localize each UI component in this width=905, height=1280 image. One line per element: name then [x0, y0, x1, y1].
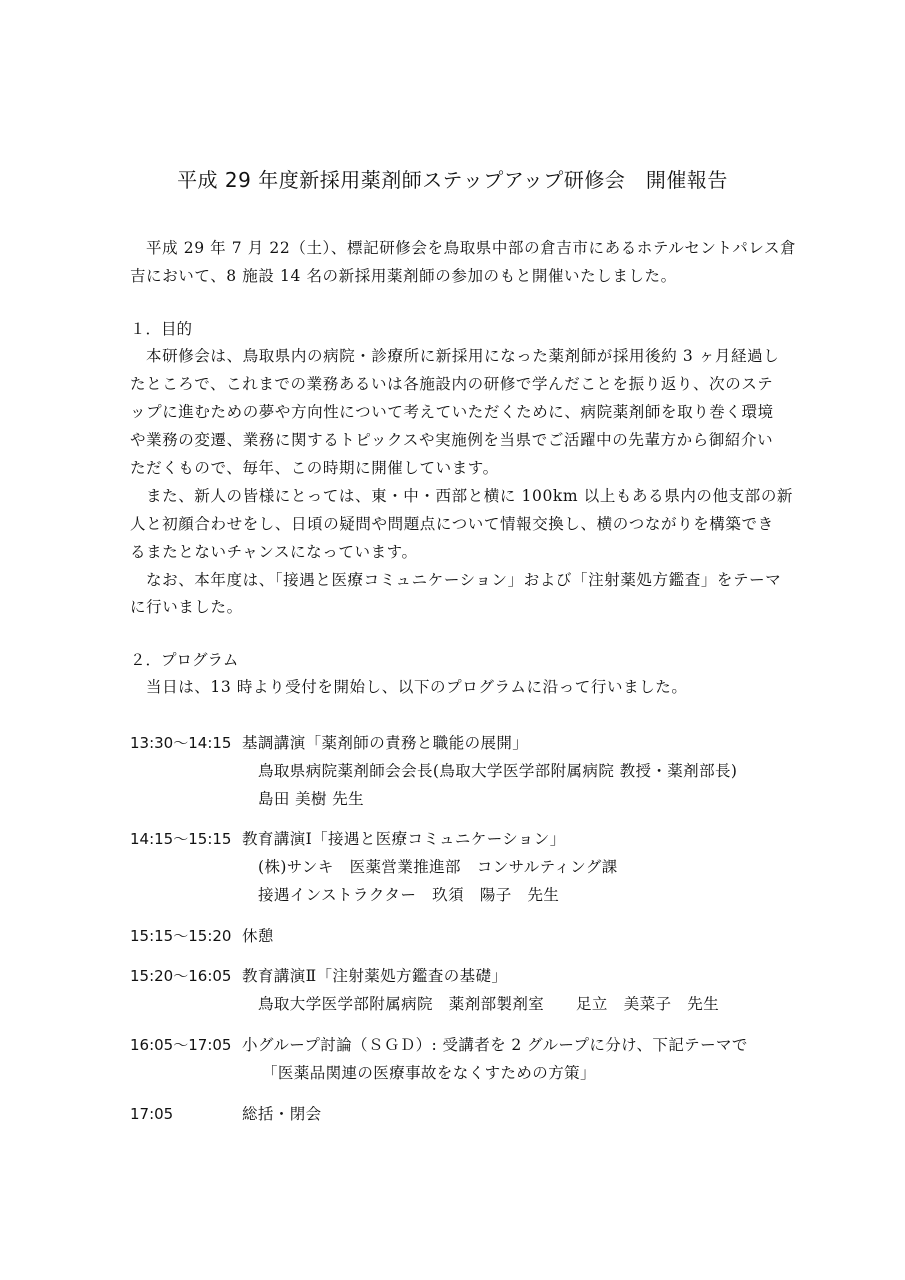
program-title: 総括・閉会	[242, 1105, 322, 1123]
document-title: 平成 29 年度新採用薬剤師ステップアップ研修会 開催報告	[177, 168, 728, 192]
section1-heading: １．目的	[130, 320, 193, 338]
program-time: 16:05～17:05	[130, 1036, 232, 1054]
section1-line-6: また、新人の皆様にとっては、東・中・西部と横に 100km 以上もある県内の他支部の新	[146, 487, 794, 505]
program-title: 教育講演Ⅱ「注射薬処方鑑査の基礎」	[242, 967, 508, 985]
program-title: 小グループ討論（ＳＧＤ）: 受講者を 2 グループに分け、下記テーマで	[242, 1036, 748, 1054]
program-time: 15:15～15:20	[130, 927, 232, 945]
section1-line-9: なお、本年度は、「接遇と医療コミュニケーション」および「注射薬処方鑑査」をテーマ	[146, 571, 782, 589]
section1-line-7: 人と初顔合わせをし、日頃の疑問や問題点について情報交換し、横のつながりを構築でき	[130, 515, 774, 533]
section1-line-8: るまたとないチャンスになっています。	[130, 543, 418, 561]
program-detail: 鳥取県病院薬剤師会会長(鳥取大学医学部附属病院 教授・薬剤部長)	[258, 762, 738, 780]
program-time: 13:30～14:15	[130, 734, 232, 752]
section2-heading: ２．プログラム	[130, 651, 239, 669]
program-title: 基調講演「薬剤師の責務と職能の展開」	[242, 734, 529, 752]
section1-line-4: や業務の変遷、業務に関するトピックスや実施例を当県でご活躍中の先輩方から御紹介い	[130, 431, 774, 449]
intro-line-1: 平成 29 年 7 月 22（土）、標記研修会を鳥取県中部の倉吉市にあるホテルセントパレス倉	[146, 239, 797, 257]
program-time: 17:05	[130, 1105, 174, 1123]
section2-intro: 当日は、13 時より受付を開始し、以下のプログラムに沿って行いました。	[146, 678, 688, 696]
program-speaker: 島田 美樹 先生	[258, 790, 365, 808]
section1-line-2: たところで、これまでの業務あるいは各施設内の研修で学んだことを振り返り、次のステ	[130, 375, 774, 393]
program-title: 休憩	[242, 927, 274, 945]
program-speaker: 接遇インストラクター 玖須 陽子 先生	[258, 886, 560, 904]
section1-line-10: に行いました。	[130, 598, 243, 616]
section1-line-5: ただくもので、毎年、この時期に開催しています。	[130, 459, 499, 477]
intro-line-2: 吉において、8 施設 14 名の新採用薬剤師の参加のもと開催いたしました。	[130, 267, 677, 285]
program-detail: 鳥取大学医学部附属病院 薬剤部製剤室 足立 美菜子 先生	[258, 995, 720, 1013]
program-detail: (株)サンキ 医薬営業推進部 コンサルティング課	[258, 858, 618, 876]
program-detail: 「医薬品関連の医療事故をなくすための方策」	[262, 1064, 596, 1082]
program-time: 14:15～15:15	[130, 830, 232, 848]
program-time: 15:20～16:05	[130, 967, 232, 985]
section1-line-1: 本研修会は、鳥取県内の病院・診療所に新採用になった薬剤師が採用後約 3 ヶ月経過し	[146, 347, 780, 365]
section1-line-3: ップに進むための夢や方向性について考えていただくために、病院薬剤師を取り巻く環境	[130, 403, 774, 421]
program-title: 教育講演Ⅰ「接遇と医療コミュニケーション」	[242, 830, 566, 848]
